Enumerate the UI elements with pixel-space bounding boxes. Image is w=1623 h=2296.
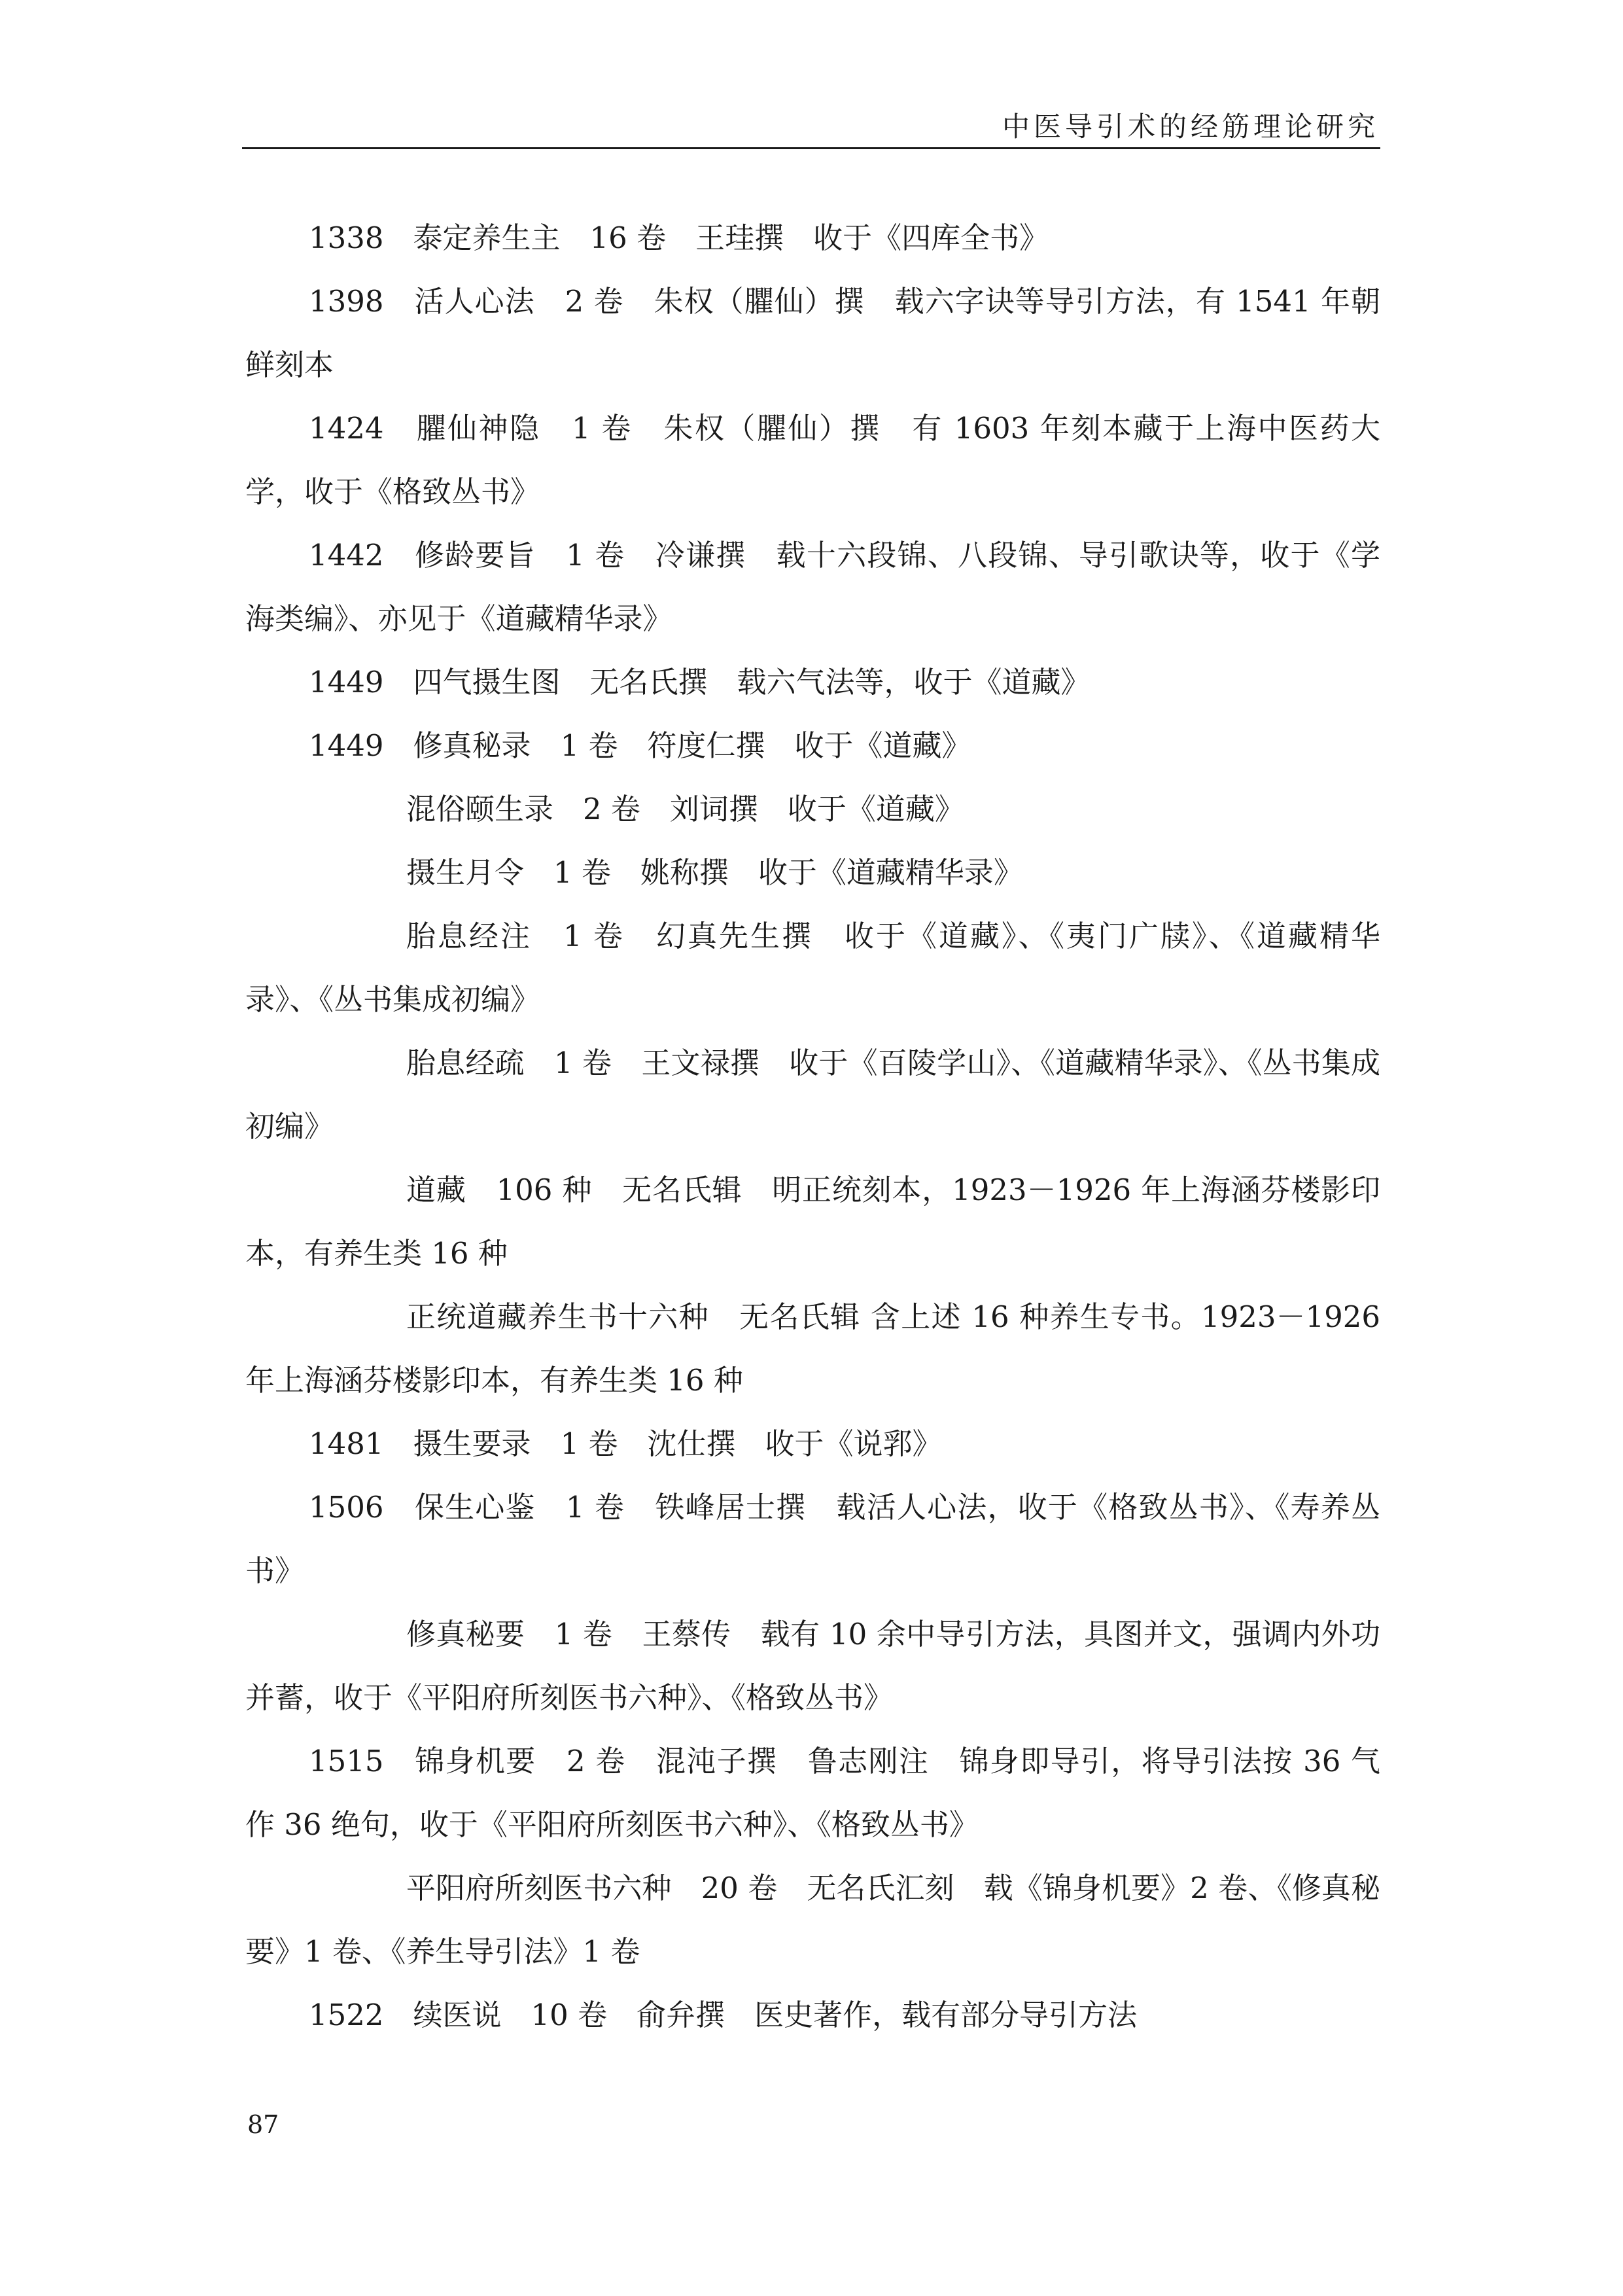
bibliography-entry: 1398 活人心法 2 卷 朱权（臞仙）撰 载六字诀等导引方法，有 1541 年朝鲜刻本 bbox=[245, 284, 1380, 382]
bibliography-entry: 1449 四气摄生图 无名氏撰 载六气法等，收于《道藏》 bbox=[309, 665, 1091, 699]
header-rule bbox=[242, 147, 1380, 149]
bibliography-entry: 1506 保生心鉴 1 卷 铁峰居士撰 载活人心法，收于《格致丛书》、《寿养丛书》 bbox=[245, 1490, 1380, 1588]
bibliography-entry: 1481 摄生要录 1 卷 沈仕撰 收于《说郛》 bbox=[309, 1426, 942, 1461]
bibliography-entry: 1424 臞仙神隐 1 卷 朱权（臞仙）撰 有 1603 年刻本藏于上海中医药大学，收于《格致丛书》 bbox=[245, 411, 1380, 509]
page-number: 87 bbox=[247, 2110, 279, 2139]
bibliography-entry: 正统道藏养生书十六种 无名氏辑 含上述 16 种养生专书。1923－1926 年上海涵芬楼影印本，有养生类 16 种 bbox=[245, 1299, 1380, 1398]
bibliography-entry: 1338 泰定养生主 16 卷 王珪撰 收于《四库全书》 bbox=[309, 221, 1049, 255]
bibliography-entry: 胎息经疏 1 卷 王文禄撰 收于《百陵学山》、《道藏精华录》、《丛书集成初编》 bbox=[245, 1046, 1380, 1144]
running-header-title: 中医导引术的经筋理论研究 bbox=[1002, 111, 1379, 143]
bibliography-entry: 平阳府所刻医书六种 20 卷 无名氏汇刻 载《锦身机要》2 卷、《修真秘要》1 卷、《养生导引法》1 卷 bbox=[245, 1871, 1380, 1969]
bibliography-list bbox=[245, 206, 1380, 2047]
bibliography-entry: 1449 修真秘录 1 卷 符度仁撰 收于《道藏》 bbox=[309, 728, 971, 763]
bibliography-entry: 胎息经注 1 卷 幻真先生撰 收于《道藏》、《夷门广牍》、《道藏精华录》、《丛书集成初编》 bbox=[245, 919, 1380, 1017]
bibliography-entry: 1442 修龄要旨 1 卷 冷谦撰 载十六段锦、八段锦、导引歌诀等，收于《学海类编》、亦见于《道藏精华录》 bbox=[245, 538, 1380, 636]
bibliography-entry: 摄生月令 1 卷 姚称撰 收于《道藏精华录》 bbox=[406, 855, 1023, 890]
bibliography-entry: 混俗颐生录 2 卷 刘词撰 收于《道藏》 bbox=[406, 792, 964, 826]
bibliography-entry: 1515 锦身机要 2 卷 混沌子撰 鲁志刚注 锦身即导引，将导引法按 36 气作 36 绝句，收于《平阳府所刻医书六种》、《格致丛书》 bbox=[245, 1744, 1380, 1842]
bibliography-entry: 1522 续医说 10 卷 俞弁撰 医史著作，载有部分导引方法 bbox=[309, 1998, 1138, 2032]
bibliography-entry: 道藏 106 种 无名氏辑 明正统刻本，1923－1926 年上海涵芬楼影印本，有养生类 16 种 bbox=[245, 1173, 1380, 1271]
bibliography-entry: 修真秘要 1 卷 王蔡传 载有 10 余中导引方法，具图并文，强调内外功并蓄，收于《平阳府所刻医书六种》、《格致丛书》 bbox=[245, 1617, 1380, 1715]
